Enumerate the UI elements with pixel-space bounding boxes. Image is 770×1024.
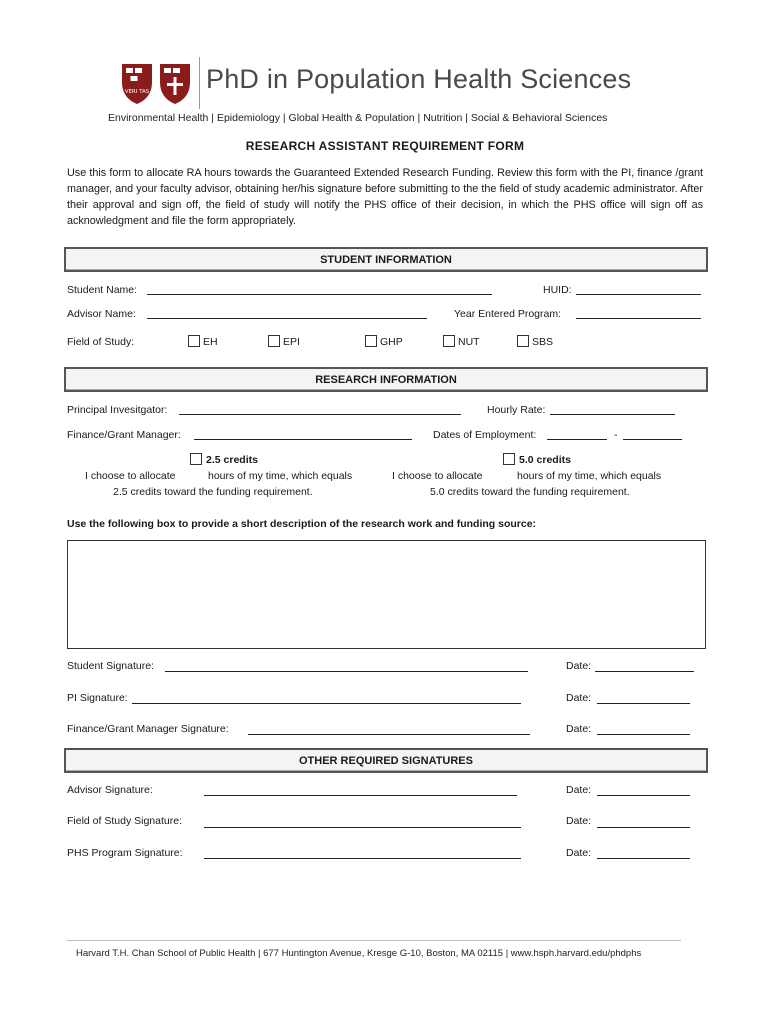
advisor-date-field[interactable] bbox=[597, 795, 690, 796]
research-information-header bbox=[64, 367, 708, 392]
description-prompt: Use the following box to provide a short description of the research work and funding source: bbox=[67, 518, 537, 530]
student-date-field[interactable] bbox=[595, 671, 694, 672]
dates-separator: - bbox=[614, 429, 618, 441]
student-name-field[interactable] bbox=[147, 294, 492, 295]
phs-date-label: Date: bbox=[566, 847, 592, 859]
pi-date-label: Date: bbox=[566, 692, 592, 704]
student-name-label: Student Name: bbox=[67, 284, 138, 296]
program-title: PhD in Population Health Sciences bbox=[206, 64, 632, 94]
credits-2-5-checkbox[interactable] bbox=[190, 453, 202, 465]
advisor-signature-label: Advisor Signature: bbox=[67, 784, 153, 796]
field-sbs-label: SBS bbox=[532, 336, 554, 348]
header-divider bbox=[199, 57, 200, 109]
student-signature-field[interactable] bbox=[165, 671, 528, 672]
option-b-line1-right: hours of my time, which equals bbox=[517, 470, 662, 482]
option-a-line1-right: hours of my time, which equals bbox=[208, 470, 353, 482]
pi-signature-label: PI Signature: bbox=[67, 692, 128, 704]
phs-signature-label: PHS Program Signature: bbox=[67, 847, 183, 859]
credits-5-0-checkbox[interactable] bbox=[503, 453, 515, 465]
pi-signature-field[interactable] bbox=[132, 703, 521, 704]
credits-5-0-label: 5.0 credits bbox=[519, 454, 571, 466]
program-subtitle: Environmental Health | Epidemiology | Global Health & Population | Nutrition | Social & Behavioral Sciences bbox=[108, 112, 608, 124]
field-epi-checkbox[interactable] bbox=[268, 335, 280, 347]
field-ghp-label: GHP bbox=[380, 336, 403, 348]
form-intro: Use this form to allocate RA hours towards the Guaranteed Extended Research Funding. Review this form with the PI, finance /grant manager, and your faculty advisor, obtaining her/his signature before submitting to the the field of study academic administrator. After their approval and sign off, the field of study will notify the PHS office of their decision, in which the PHS office will sign off as acknowledgment and file the form appropriately. bbox=[67, 167, 703, 227]
credits-2-5-label: 2.5 credits bbox=[206, 454, 258, 466]
field-signature-field[interactable] bbox=[204, 827, 521, 828]
dates-end-field[interactable] bbox=[623, 439, 682, 440]
harvard-shields-icon bbox=[120, 62, 195, 106]
huid-label: HUID: bbox=[543, 284, 572, 296]
year-entered-label: Year Entered Program: bbox=[454, 308, 562, 320]
dates-label: Dates of Employment: bbox=[433, 429, 537, 441]
field-eh-checkbox[interactable] bbox=[188, 335, 200, 347]
description-textbox[interactable] bbox=[67, 540, 706, 649]
field-signature-label: Field of Study Signature: bbox=[67, 815, 182, 827]
dates-start-field[interactable] bbox=[547, 439, 607, 440]
pi-label: Principal Invesitgator: bbox=[67, 404, 168, 416]
other-signatures-header bbox=[64, 748, 708, 773]
advisor-signature-field[interactable] bbox=[204, 795, 517, 796]
student-date-label: Date: bbox=[566, 660, 592, 672]
field-eh-label: EH bbox=[203, 336, 218, 348]
advisor-name-label: Advisor Name: bbox=[67, 308, 136, 320]
hourly-rate-field[interactable] bbox=[550, 414, 675, 415]
other-signatures-title: OTHER REQUIRED SIGNATURES bbox=[299, 754, 473, 767]
field-nut-checkbox[interactable] bbox=[443, 335, 455, 347]
finance-date-label: Date: bbox=[566, 723, 592, 735]
advisor-date-label: Date: bbox=[566, 784, 592, 796]
form-title: RESEARCH ASSISTANT REQUIREMENT FORM bbox=[245, 139, 525, 153]
option-a-line2: 2.5 credits toward the funding requirement. bbox=[113, 486, 313, 498]
student-signature-label: Student Signature: bbox=[67, 660, 154, 672]
shield-left-motto: VERI TAS bbox=[124, 89, 150, 95]
finance-manager-label: Finance/Grant Manager: bbox=[67, 429, 181, 441]
harvard-logo bbox=[120, 62, 195, 106]
phs-date-field[interactable] bbox=[597, 858, 690, 859]
field-date-label: Date: bbox=[566, 815, 592, 827]
field-sbs-checkbox[interactable] bbox=[517, 335, 529, 347]
hourly-rate-label: Hourly Rate: bbox=[487, 404, 546, 416]
field-date-field[interactable] bbox=[597, 827, 690, 828]
option-b-line1-left: I choose to allocate bbox=[392, 470, 483, 482]
advisor-name-field[interactable] bbox=[147, 318, 427, 319]
research-information-title: RESEARCH INFORMATION bbox=[315, 373, 457, 386]
option-b-hours-field[interactable] bbox=[494, 480, 514, 481]
option-a-line1-left: I choose to allocate bbox=[85, 470, 176, 482]
student-information-title: STUDENT INFORMATION bbox=[320, 253, 452, 266]
field-ghp-checkbox[interactable] bbox=[365, 335, 377, 347]
finance-date-field[interactable] bbox=[597, 734, 690, 735]
field-nut-label: NUT bbox=[458, 336, 480, 348]
student-information-header bbox=[64, 247, 708, 272]
description-value bbox=[68, 541, 705, 549]
finance-signature-label: Finance/Grant Manager Signature: bbox=[67, 723, 229, 735]
year-entered-field[interactable] bbox=[576, 318, 701, 319]
footer-text: Harvard T.H. Chan School of Public Health | 677 Huntington Avenue, Kresge G-10, Boston, MA 02115 | www.hsph.harvard.edu/phdphs bbox=[76, 948, 642, 959]
pi-date-field[interactable] bbox=[597, 703, 690, 704]
option-a-hours-field[interactable] bbox=[187, 480, 205, 481]
huid-field[interactable] bbox=[576, 294, 701, 295]
option-b-line2: 5.0 credits toward the funding requirement. bbox=[430, 486, 630, 498]
footer-divider bbox=[67, 940, 681, 941]
phs-signature-field[interactable] bbox=[204, 858, 521, 859]
field-of-study-label: Field of Study: bbox=[67, 336, 135, 348]
finance-manager-field[interactable] bbox=[194, 439, 412, 440]
finance-signature-field[interactable] bbox=[248, 734, 530, 735]
field-epi-label: EPI bbox=[283, 336, 300, 348]
pi-field[interactable] bbox=[179, 414, 461, 415]
